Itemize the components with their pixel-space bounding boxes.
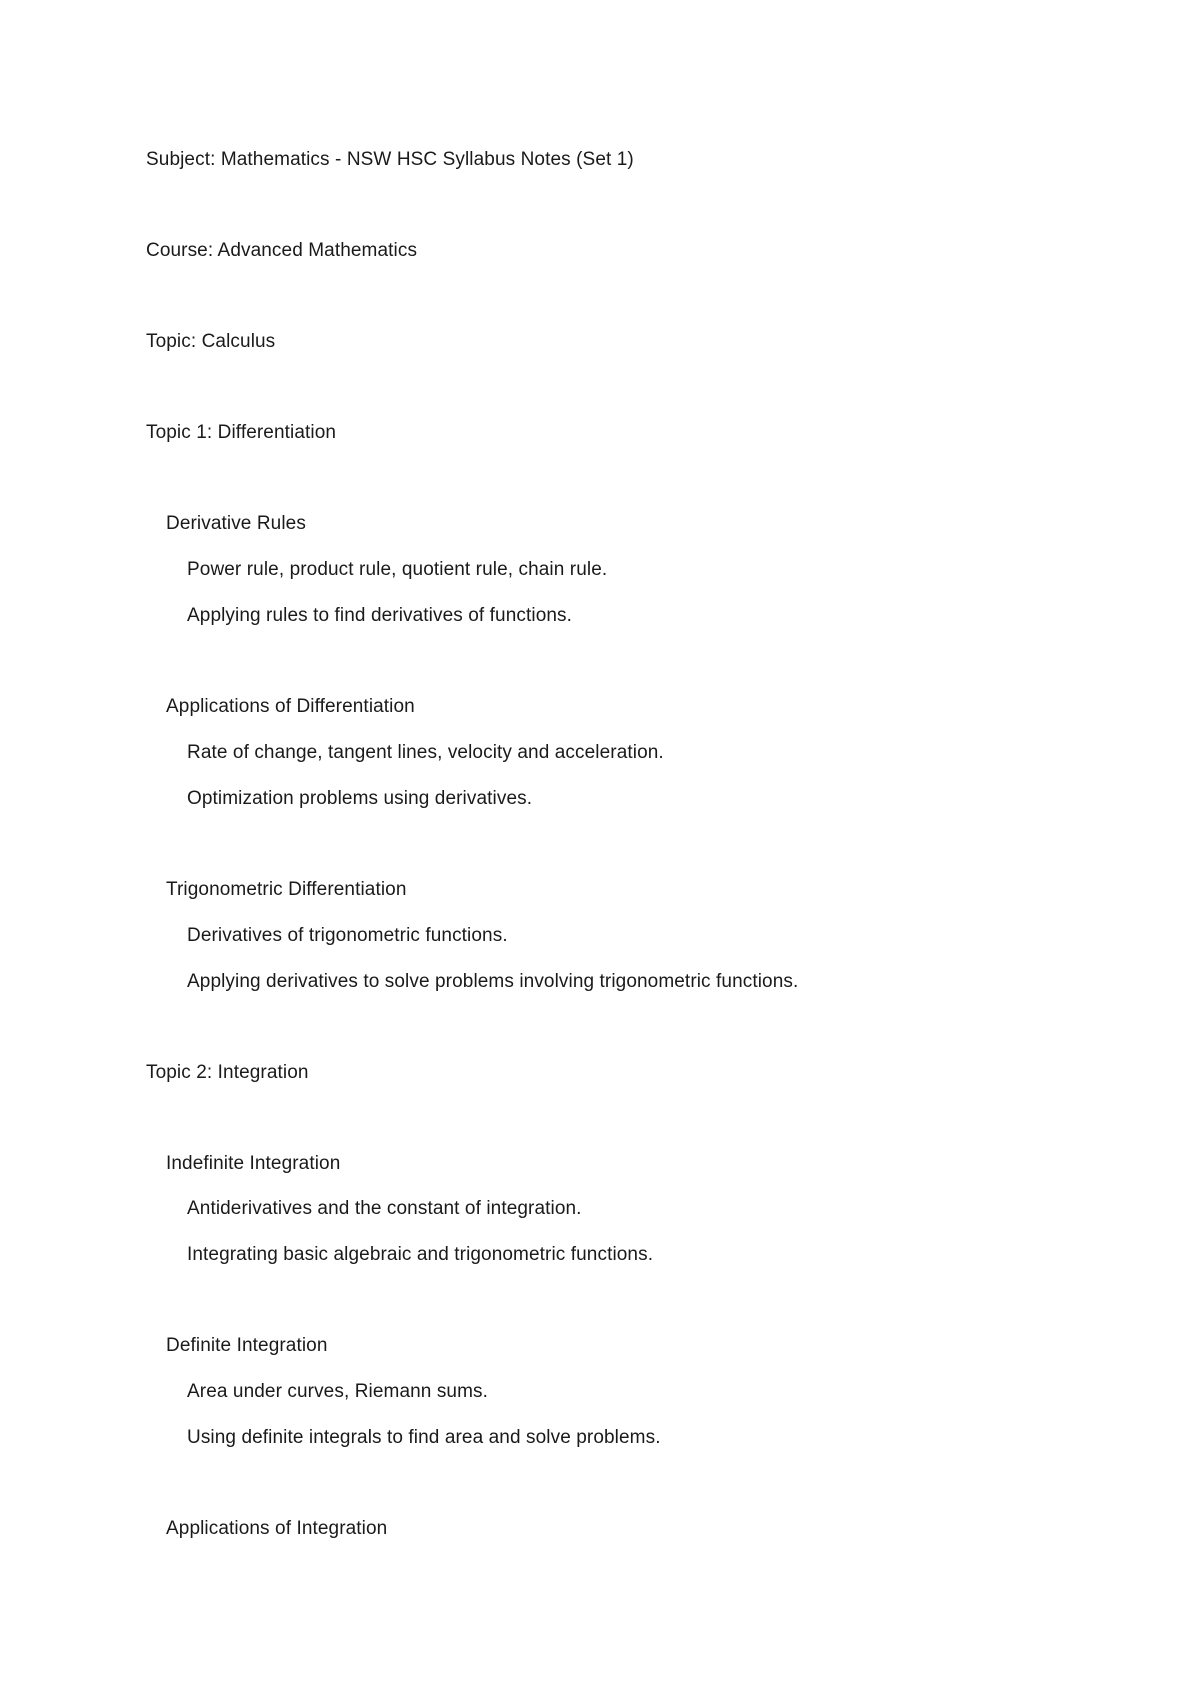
section-heading-definite-integration: Definite Integration [166,1335,328,1356]
subject-line: Subject: Mathematics - NSW HSC Syllabus Notes (Set 1) [146,149,634,170]
section-heading-trigonometric-differentiation: Trigonometric Differentiation [166,879,407,900]
section-heading-applications-of-differentiation: Applications of Differentiation [166,696,415,717]
list-item: Optimization problems using derivatives. [187,788,533,809]
list-item: Integrating basic algebraic and trigonometric functions. [187,1244,654,1265]
list-item: Power rule, product rule, quotient rule, chain rule. [187,559,608,580]
topic-line: Topic: Calculus [146,331,276,352]
list-item: Antiderivatives and the constant of integration. [187,1198,582,1219]
list-item: Derivatives of trigonometric functions. [187,925,508,946]
list-item: Rate of change, tangent lines, velocity and acceleration. [187,742,664,763]
topic-2-title: Topic 2: Integration [146,1062,309,1083]
section-heading-indefinite-integration: Indefinite Integration [166,1153,341,1174]
list-item: Applying derivatives to solve problems involving trigonometric functions. [187,971,799,992]
course-line: Course: Advanced Mathematics [146,240,418,261]
list-item: Area under curves, Riemann sums. [187,1381,488,1402]
section-heading-applications-of-integration: Applications of Integration [166,1518,388,1539]
section-heading-derivative-rules: Derivative Rules [166,513,306,534]
topic-1-title: Topic 1: Differentiation [146,422,337,443]
list-item: Using definite integrals to find area and solve problems. [187,1427,661,1448]
list-item: Applying rules to find derivatives of functions. [187,605,573,626]
